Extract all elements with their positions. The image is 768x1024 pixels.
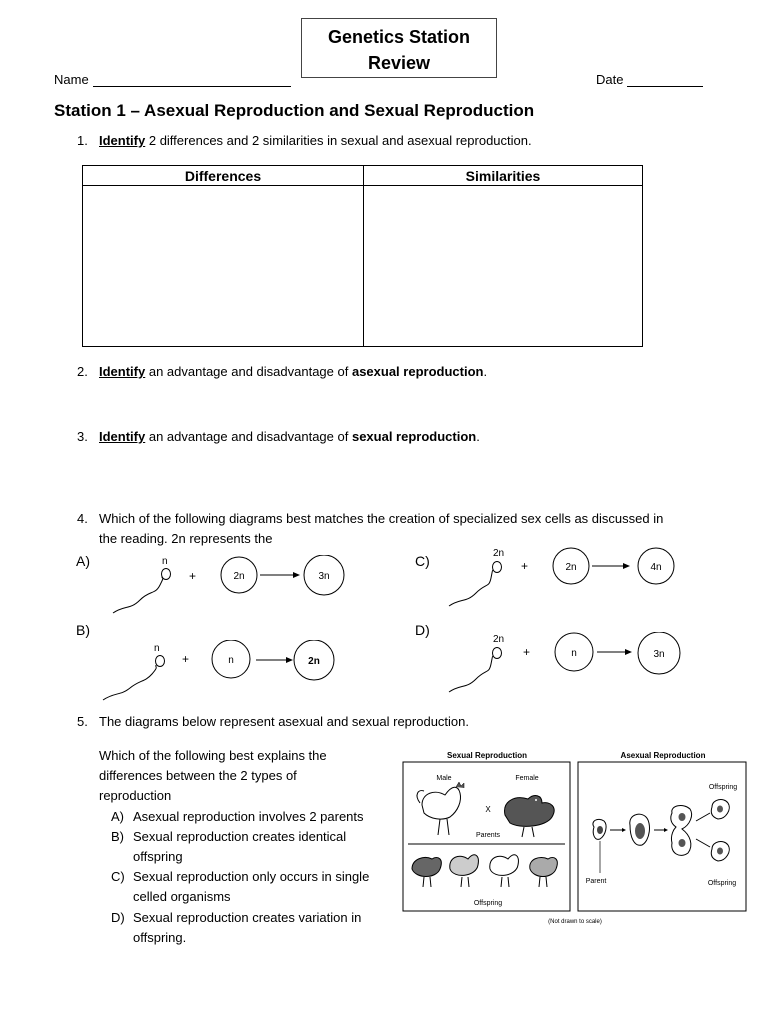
plus-sign: +	[521, 559, 529, 573]
sperm-ploidy: 2n	[493, 548, 505, 559]
reproduction-figure	[400, 745, 752, 930]
question-3-number: 3.	[77, 429, 88, 444]
sperm-head	[162, 569, 171, 580]
question-2-text: an advantage and disadvantage of	[145, 364, 352, 379]
option-c-label[interactable]: C)	[415, 553, 430, 569]
sperm-ploidy: 2n	[493, 634, 505, 645]
sperm-tail	[103, 665, 156, 700]
question-1	[77, 131, 532, 151]
question-3-keyword: Identify	[99, 429, 146, 444]
question-1-number: 1.	[77, 133, 88, 148]
sperm-head	[493, 562, 502, 573]
arrow-head	[286, 657, 293, 663]
option-d-label[interactable]: D)	[415, 622, 430, 638]
sperm-tail	[449, 570, 493, 606]
cross-symbol: X	[485, 805, 491, 814]
answer-a-text: Asexual reproduction involves 2 parents	[133, 808, 364, 824]
station-heading: Station 1 – Asexual Reproduction and Sexual Reproduction	[54, 101, 535, 120]
question-3-end: .	[476, 429, 480, 444]
question-3	[77, 427, 480, 447]
egg-ploidy: 2n	[233, 571, 245, 582]
egg-ploidy: n	[571, 648, 577, 659]
egg-ploidy: 2n	[565, 562, 577, 573]
table-header-similarities: Similarities	[364, 166, 643, 186]
date-field	[596, 72, 703, 87]
sperm-tail	[449, 656, 493, 692]
differences-similarities-table	[82, 165, 643, 347]
plus-sign: +	[523, 645, 531, 659]
sperm-ploidy: n	[154, 643, 160, 654]
answer-d-text-1: Sexual reproduction creates variation in	[133, 909, 362, 925]
plus-sign: +	[182, 652, 190, 666]
date-blank[interactable]	[627, 73, 703, 87]
answer-c[interactable]	[99, 867, 389, 907]
question-1-keyword: Identify	[99, 133, 146, 148]
arrow-head	[623, 563, 630, 569]
similarities-answer-cell[interactable]	[364, 186, 643, 347]
answer-b[interactable]	[99, 827, 389, 867]
question-2-bold: asexual reproduction	[351, 364, 484, 379]
question-2	[77, 362, 488, 382]
prompt-line-3: reproduction	[99, 788, 172, 804]
parent-label: Parent	[585, 878, 607, 885]
question-5-text: The diagrams below represent asexual and sexual reproduction.	[99, 714, 469, 729]
question-4-line-2: the reading. 2n represents the	[99, 531, 273, 546]
sexual-panel-title: Sexual Reproduction	[446, 751, 528, 760]
result-ploidy: 3n	[653, 649, 665, 660]
answer-c-text-2: celled organisms	[133, 889, 231, 905]
question-1-text: 2 differences and 2 similarities in sexual and asexual reproduction.	[145, 133, 532, 148]
answer-b-text-1: Sexual reproduction creates identical	[133, 828, 347, 844]
offspring-label: Offspring	[473, 900, 503, 907]
answer-d-letter: D)	[111, 909, 125, 925]
answer-a-letter: A)	[111, 808, 124, 824]
diagram-d	[446, 632, 686, 696]
offspring-bottom-label: Offspring	[707, 880, 737, 887]
sperm-head	[493, 648, 502, 659]
name-blank[interactable]	[93, 73, 291, 87]
option-a-label[interactable]: A)	[76, 553, 90, 569]
answer-a[interactable]	[99, 807, 389, 827]
question-2-number: 2.	[77, 364, 88, 379]
result-ploidy: 3n	[318, 571, 330, 582]
question-4	[77, 509, 664, 549]
question-5	[77, 712, 469, 732]
question-2-keyword: Identify	[99, 364, 146, 379]
question-3-text: an advantage and disadvantage of	[145, 429, 352, 444]
date-label: Date	[596, 72, 624, 87]
name-label: Name	[54, 72, 89, 87]
answer-c-text-1: Sexual reproduction only occurs in single	[133, 869, 370, 885]
offspring-top-label: Offspring	[708, 784, 738, 791]
table-header-differences: Differences	[83, 166, 364, 186]
prompt-line-1: Which of the following best explains the	[99, 748, 327, 763]
dividing-amoeba-icon	[630, 814, 650, 845]
diagram-a	[110, 555, 350, 615]
answer-d-text-2: offspring.	[133, 929, 187, 945]
parents-label: Parents	[475, 832, 501, 839]
title-line-2: Review	[367, 53, 431, 73]
sperm-tail	[113, 577, 163, 613]
title-box	[301, 18, 497, 78]
egg-ploidy: n	[228, 655, 234, 666]
answer-c-letter: C)	[111, 869, 125, 885]
question-5-number: 5.	[77, 714, 88, 729]
result-ploidy: 2n	[308, 656, 320, 667]
answer-b-text-2: offspring	[133, 849, 183, 865]
sperm-ploidy: n	[162, 556, 168, 567]
question-4-number: 4.	[77, 511, 88, 526]
name-field	[54, 72, 291, 87]
prompt-line-2: differences between the 2 types of	[99, 768, 297, 784]
question-3-bold: sexual reproduction	[351, 429, 477, 444]
result-ploidy: 4n	[650, 562, 662, 573]
arrow-head	[293, 572, 300, 578]
diagram-c	[446, 546, 686, 610]
arrow-head	[625, 649, 632, 655]
male-label: Male	[436, 775, 452, 782]
answer-d[interactable]	[99, 908, 389, 948]
question-2-end: .	[483, 364, 488, 379]
question-5-choices	[99, 746, 389, 948]
answer-b-letter: B)	[111, 828, 124, 844]
female-label: Female	[515, 775, 539, 782]
plus-sign: +	[189, 569, 197, 583]
option-b-label[interactable]: B)	[76, 622, 90, 638]
diagram-b	[100, 640, 340, 702]
differences-answer-cell[interactable]	[83, 186, 364, 347]
sperm-head	[156, 656, 165, 667]
scale-note: (Not drawn to scale)	[548, 919, 602, 925]
title-line-1: Genetics Station	[327, 27, 471, 47]
asexual-panel-title: Asexual Reproduction	[620, 751, 706, 760]
question-4-line-1: Which of the following diagrams best matches the creation of specialized sex cells as discussed in	[99, 511, 664, 526]
